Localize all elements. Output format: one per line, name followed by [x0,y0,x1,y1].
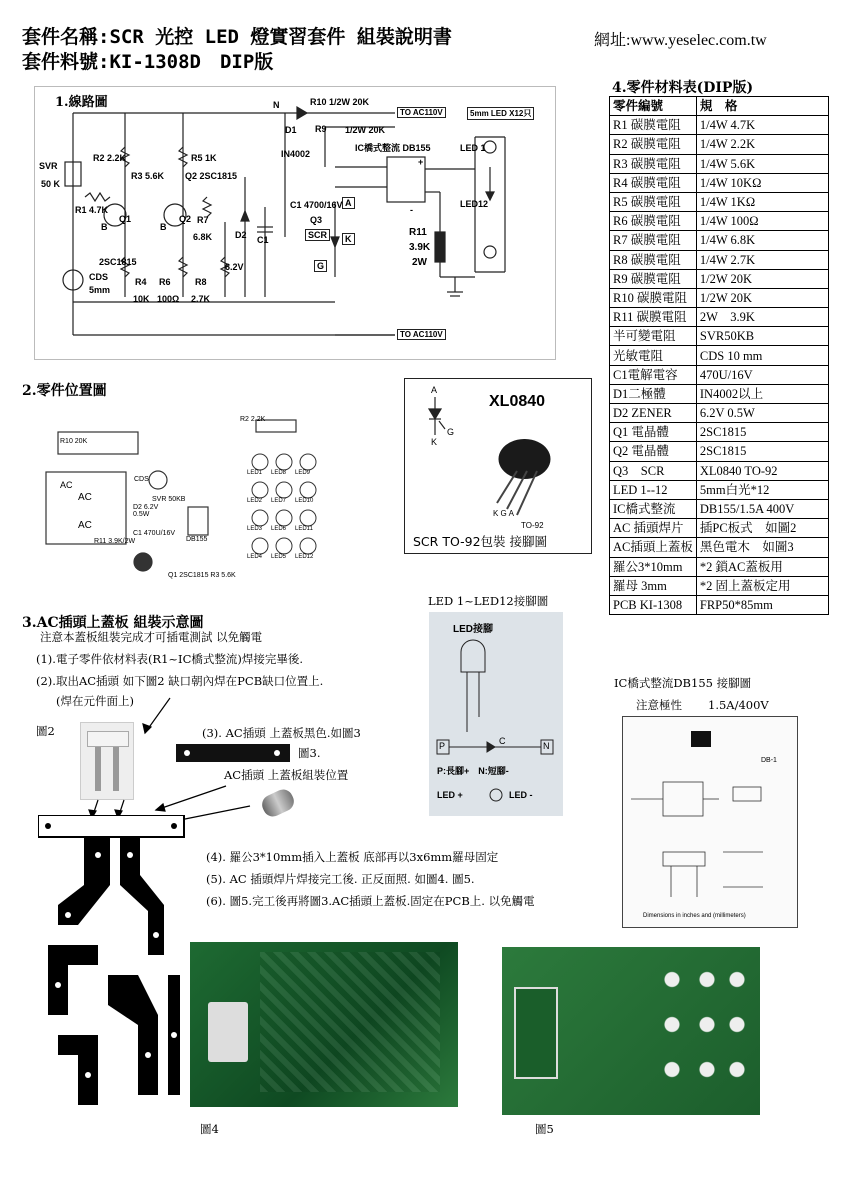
label-r11: R11 [409,227,427,238]
schematic-heading: 1.線路圖 [55,95,108,110]
part-spec-cell: 5mm白光*12 [696,480,828,499]
label-d2: D2 [235,230,247,240]
label-scr: SCR [305,229,330,241]
label-cds: CDS [89,272,109,282]
part-spec-cell: 1/4W 1KΩ [696,192,828,211]
part-id-cell: LED 1--12 [610,480,697,499]
fig2-label: 圖2 [36,724,55,738]
placement-ac-label: AC [60,480,73,490]
part-id-cell: AC 插頭焊片 [610,519,697,538]
cover-plate [176,744,290,762]
placement-d2: D2 6.2V 0.5W [133,504,159,518]
parts-table [609,96,829,615]
table-row [610,116,829,135]
led-footprint-label: LED9 [295,470,311,476]
label-r6: R6 [159,277,171,287]
label-q1: Q1 [119,214,132,224]
placement-heading: 2.零件位置圖 [22,383,107,399]
part-spec-cell: 1/2W 20K [696,269,828,288]
label-r7-val: 6.8K [193,232,213,242]
label-r8: R8 [195,277,207,287]
assembly-step6: (6). 圖5.完工後再將圖3.AC插頭上蓋板.固定在PCB上. 以免觸電 [206,894,535,908]
part-spec-cell: 1/4W 5.6K [696,154,828,173]
assembly-step3: (3). AC插頭 上蓋板黑色.如圖3 [202,726,361,740]
table-row [610,576,829,595]
label-c1b: C1 [257,235,269,245]
label-r4-val: 10K [133,294,150,304]
table-row [610,384,829,403]
table-row [610,288,829,307]
led-drawing [429,612,563,816]
bridge-note: 注意極性 [636,698,682,712]
label-plus: + [418,157,424,167]
label-r5: R5 1K [191,153,217,163]
led-footprint-label: LED2 [247,498,263,504]
part-spec-cell: 1/4W 100Ω [696,212,828,231]
part-id-cell: R8 碳膜電阻 [610,250,697,269]
table-row [610,365,829,384]
led-footprint [252,510,268,526]
part-spec-cell: 6.2V 0.5W [696,404,828,423]
label-svr: SVR [39,161,58,171]
table-row [610,327,829,346]
label-q2: Q2 2SC1815 [185,171,238,181]
part-spec-cell: FRP50*85mm [696,595,828,614]
part-spec-cell: CDS 10 mm [696,346,828,365]
label-to-ac-bottom: TO AC110V [397,329,446,340]
pcb-trace-diagram [38,815,186,1115]
placement-bottom-note: Q1 2SC1815 R3 5.6K [168,572,236,579]
part-id-cell: R4 碳膜電阻 [610,173,697,192]
part-spec-cell: IN4002以上 [696,384,828,403]
scr-package: TO-92 [521,521,544,530]
table-row [610,461,829,480]
led-pinout-title: LED接腳 [453,624,493,635]
part-id-cell: R7 碳膜電阻 [610,231,697,250]
led-plus-label: LED + [437,790,463,800]
scr-caption: SCR TO-92包裝 接腳圖 [413,534,548,549]
website[interactable]: 網址:www.yeselec.com.tw [594,32,767,49]
part-id-cell: R10 碳膜電阻 [610,288,697,307]
label-d1: D1 [285,125,297,135]
label-r4: R4 [135,277,147,287]
table-header-row [610,97,829,116]
part-id-cell: C1電解電容 [610,365,697,384]
label-r1: R1 4.7K [75,205,109,215]
part-id-cell: D1二極體 [610,384,697,403]
table-row [610,154,829,173]
label-minus: - [410,205,413,215]
led-minus-label: LED - [509,790,533,800]
scr-pin-k: K [431,437,438,447]
table-row [610,346,829,365]
label-d1-part: IN4002 [281,149,311,159]
part-id-cell: IC橋式整流 [610,499,697,518]
label-r9-val: 1/2W 20K [345,125,386,135]
part-id-cell: R11 碳膜電阻 [610,308,697,327]
column-header: 零件編號 [610,97,697,116]
label-q2b: Q2 [179,214,192,224]
label-r2: R2 2.2K [93,153,127,163]
label-led1: LED 1 [460,143,486,153]
label-r6-val: 100Ω [157,294,180,304]
label-r7: R7 [197,215,209,225]
part-spec-cell: 1/4W 2.7K [696,250,828,269]
part-id-cell: 半可變電阻 [610,327,697,346]
placement-ac2: AC [78,520,92,531]
label-a: A [342,197,355,209]
led-footprint [300,482,316,498]
placement-r11: R11 3.9K/2W [94,538,136,545]
bridge-drawing [622,716,798,928]
led-legend: P:長腳+ N:短腳- [437,766,509,776]
placement-svr: SVR 50KB [152,496,186,503]
led-pinout-image [429,612,563,816]
part-id-cell: R3 碳膜電阻 [610,154,697,173]
part-id-cell: D2 ZENER [610,404,697,423]
label-led12: LED12 [460,199,489,209]
placement-db155: DB155 [186,536,208,543]
assembly-notice: 注意本蓋板組裝完成才可插電測試 以免觸電 [40,630,263,644]
led-footprint-label: LED1 [247,470,263,476]
part-spec-cell: 1/4W 2.2K [696,135,828,154]
part-spec-cell: *2 固上蓋板定用 [696,576,828,595]
part-spec-cell: 2W 3.9K [696,308,828,327]
led-footprint [300,510,316,526]
label-c1: C1 4700/16V [290,200,343,210]
figure5-photo [502,947,760,1115]
fig4-label: 圖4 [200,1122,219,1136]
part-id-cell: Q1 電晶體 [610,423,697,442]
part-id-cell: R2 碳膜電阻 [610,135,697,154]
led-footprint-label: LED7 [271,498,287,504]
placement-r10: R10 20K [60,438,88,445]
assembly-step5: (5). AC 插頭焊片焊接完工後. 正反面照. 如圖4. 圖5. [206,872,475,886]
label-r3: R3 5.6K [131,171,165,181]
table-row [610,538,829,557]
placement-ac1: AC [78,492,92,503]
kit-code: 套件料號:KI-1308D DIP版 [22,51,274,73]
table-row [610,404,829,423]
assembly-step4: (4). 羅公3*10mm插入上蓋板 底部再以3x6mm羅母固定 [206,850,499,864]
assembly-step2b: (焊在元件面上) [56,694,134,708]
table-row [610,595,829,614]
assembly-heading: 3.AC插頭上蓋板 組裝示意圖 [22,615,204,631]
part-id-cell: Q2 電晶體 [610,442,697,461]
part-id-cell: R9 碳膜電阻 [610,269,697,288]
led-footprint [276,510,292,526]
part-spec-cell: 2SC1815 [696,423,828,442]
led-footprint [276,454,292,470]
part-id-cell: R5 碳膜電阻 [610,192,697,211]
led-footprint [300,538,316,554]
table-row [610,231,829,250]
led-footprint-label: LED6 [271,526,287,532]
led-footprint-label: LED11 [295,526,313,532]
part-id-cell: 光敏電阻 [610,346,697,365]
schematic-diagram [34,86,556,360]
led-footprint-label: LED4 [247,554,263,560]
table-row [610,519,829,538]
parts-heading: 4.零件材料表(DIP版) [612,80,754,96]
part-spec-cell: 1/2W 20K [696,288,828,307]
label-r11-val: 3.9K [409,242,431,253]
table-row [610,442,829,461]
led-footprint [252,454,268,470]
table-row [610,557,829,576]
bridge-outline [623,717,797,927]
part-spec-cell: SVR50KB [696,327,828,346]
scr-title: XL0840 [489,393,546,410]
table-row [610,173,829,192]
part-spec-cell: 1/4W 10KΩ [696,173,828,192]
part-spec-cell: *2 鎖AC蓋板用 [696,557,828,576]
part-id-cell: 羅公3*10mm [610,557,697,576]
part-spec-cell: 插PC板式 如圖2 [696,519,828,538]
label-cds-val: 5mm [89,285,111,295]
part-spec-cell: 黑色電木 如圖3 [696,538,828,557]
placement-r2: R2 2.2K [240,416,266,423]
led-footprint [300,454,316,470]
part-id-cell: R6 碳膜電阻 [610,212,697,231]
led-n-label: N [543,741,550,751]
part-id-cell: Q3 SCR [610,461,697,480]
label-k: K [342,233,355,245]
label-2sc1815: 2SC1815 [99,257,137,267]
label-b1: B [101,222,108,232]
led-footprint-label: LED8 [271,470,287,476]
scr-pinout-box [404,378,592,554]
placement-diagram [38,412,318,584]
bridge-caption: IC橋式整流DB155 接腳圖 [614,676,752,690]
part-spec-cell: 2SC1815 [696,442,828,461]
table-row [610,423,829,442]
fig3-label: 圖3. [298,746,321,760]
fig5-label: 圖5 [535,1122,554,1136]
assembly-step2: (2).取出AC插頭 如下圖2 缺口朝內焊在PCB缺口位置上. [36,674,324,688]
led-footprint [252,482,268,498]
led-p-label: P [439,741,446,751]
part-id-cell: AC插頭上蓋板 [610,538,697,557]
part-spec-cell: XL0840 TO-92 [696,461,828,480]
led-footprint [252,538,268,554]
scr-pins: K G A [493,509,514,518]
label-bridge: IC橋式整流 DB155 [355,143,431,153]
led-pinout-caption: LED 1~LED12接腳圖 [428,594,549,608]
label-g: G [314,260,327,272]
led-footprint-label: LED5 [271,554,287,560]
assembly-step1: (1).電子零件依材料表(R1~IC橋式整流)焊接完畢後. [36,652,304,666]
label-b2: B [160,222,167,232]
part-id-cell: 羅母 3mm [610,576,697,595]
table-row [610,499,829,518]
part-spec-cell: 470U/16V [696,365,828,384]
table-row [610,192,829,211]
scr-pin-g: G [447,427,455,437]
part-id-cell: PCB KI-1308 [610,595,697,614]
part-spec-cell: 1/4W 6.8K [696,231,828,250]
bridge-rating: 1.5A/400V [708,698,769,712]
pcb-traces [38,815,186,1115]
label-r11-w: 2W [412,257,427,268]
part-id-cell: R1 碳膜電阻 [610,116,697,135]
part-spec-cell: 1/4W 4.7K [696,116,828,135]
part-spec-cell: DB155/1.5A 400V [696,499,828,518]
led-footprint-label: LED12 [295,554,314,560]
kit-name: 套件名稱:SCR 光控 LED 燈實習套件 組裝說明書 [22,26,452,48]
label-6v2: 6.2V [225,262,244,272]
label-q3: Q3 [310,215,323,225]
bridge-tag: DB-1 [761,757,777,764]
scr-pin-a: A [431,385,438,395]
table-row [610,308,829,327]
label-svr-val: 50 K [41,179,61,189]
led-footprint [276,538,292,554]
led-footprint-label: LED10 [295,498,314,504]
led-footprint [276,482,292,498]
screw-photo [259,786,297,819]
label-led-box: 5mm LED X12只 [467,107,534,120]
table-row [610,212,829,231]
figure4-photo [190,942,458,1107]
label-n: N [273,100,280,110]
led-footprint-label: LED3 [247,526,263,532]
label-to-ac-top: TO AC110V [397,107,446,118]
table-row [610,250,829,269]
bridge-dims: Dimensions in inches and (millimeters) [643,913,746,919]
label-r9: R9 [315,124,327,134]
label-r10: R10 1/2W 20K [310,97,370,107]
placement-c1: C1 470U/16V [133,530,176,537]
cover-position: AC插頭 上蓋板組裝位置 [224,768,349,782]
table-row [610,480,829,499]
led-c-label: C [499,736,506,746]
ac-plug-photo [80,722,134,800]
table-row [610,135,829,154]
placement-cds: CDS [134,476,149,483]
label-r8-val: 2.7K [191,294,211,304]
column-header: 規 格 [696,97,828,116]
table-row [610,269,829,288]
